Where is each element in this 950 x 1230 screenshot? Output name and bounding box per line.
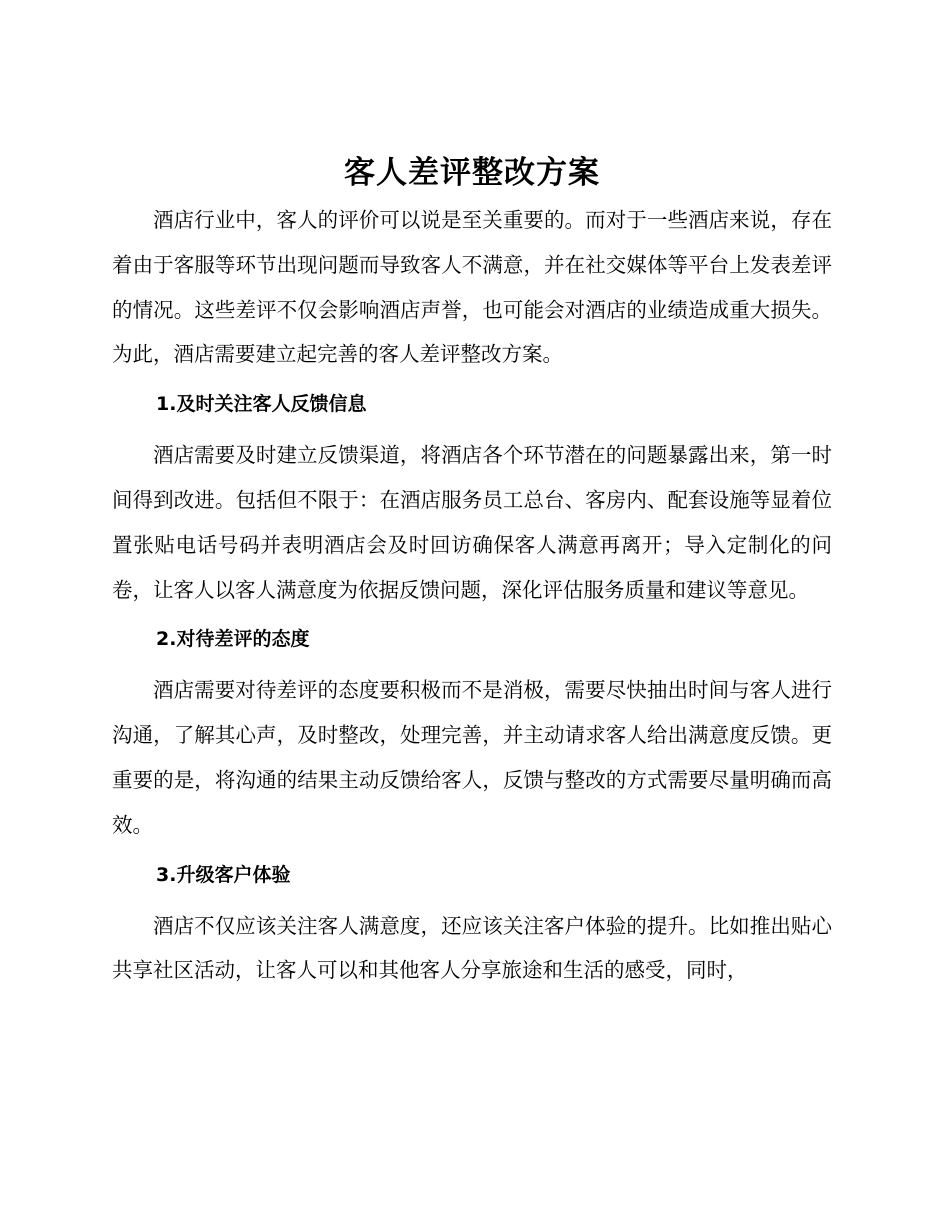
section-body-1: 酒店需要及时建立反馈渠道，将酒店各个环节潜在的问题暴露出来，第一时间得到改进。包括但不限于：在酒店服务员工总台、客房内、配套设施等显着位置张贴电话号码并表明酒店会及时回访确保客人满意再离开；导入定制化的问卷，让客人以客人满意度为依据反馈问题，深化评估服务质量和建议等意见。 xyxy=(112,443,832,602)
section-heading-2: 2.对待差评的态度 xyxy=(156,628,310,651)
section-heading-3: 3.升级客户体验 xyxy=(156,863,291,886)
section-body-2: 酒店需要对待差评的态度要积极而不是消极，需要尽快抽出时间与客人进行沟通，了解其心声，及时整改，处理完善，并主动请求客人给出满意度反馈。更重要的是，将沟通的结果主动反馈给客人，反馈与整改的方式需要尽量明确而高效。 xyxy=(112,678,832,837)
section-heading-1: 1.及时关注客人反馈信息 xyxy=(156,393,367,416)
intro-paragraph: 酒店行业中，客人的评价可以说是至关重要的。而对于一些酒店来说，存在着由于客服等环节出现问题而导致客人不满意，并在社交媒体等平台上发表差评的情况。这些差评不仅会影响酒店声誉，也可能会对酒店的业绩造成重大损失。为此，酒店需要建立起完善的客人差评整改方案。 xyxy=(112,208,832,367)
document-title: 客人差评整改方案 xyxy=(344,155,600,191)
document-page xyxy=(112,148,832,993)
section-body-3: 酒店不仅应该关注客人满意度，还应该关注客户体验的提升。比如推出贴心共享社区活动，让客人可以和其他客人分享旅途和生活的感受，同时， xyxy=(112,913,832,983)
